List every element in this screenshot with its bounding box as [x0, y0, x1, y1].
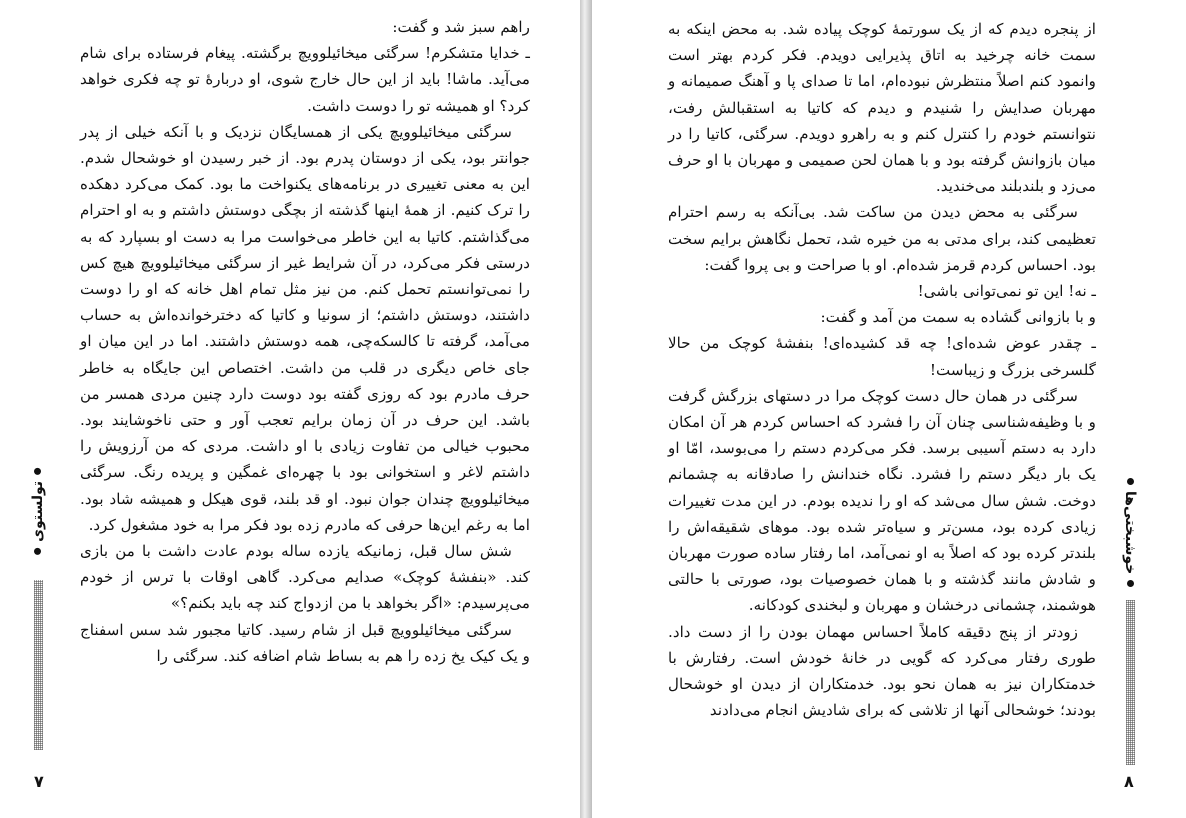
- left-paragraph-5: سرگئی میخائیلوویچ قبل از شام رسید. کاتیا مجبور شد سس اسفناج و یک کیک یخ زده را هم به بساط شام اضافه کند. سرگئی را: [80, 620, 530, 665]
- bullet-dot-icon: [35, 468, 42, 475]
- right-running-head-text: خوشبختی‌ها: [1122, 491, 1138, 575]
- left-paragraph-4: شش سال قبل، زمانیکه یازده ساله بودم عادت داشت با من بازی کند. «بنفشهٔ کوچک» صدایم می‌کرد. گاهی اوقات با ترس از خودم می‌پرسیدم: «اگر بخواهد با من ازدواج کند چه باید بکنم؟»: [80, 542, 530, 613]
- right-page-number: ۸: [1124, 772, 1134, 791]
- hatched-ornament: [34, 580, 43, 750]
- bullet-dot-icon: [35, 548, 42, 555]
- book-gutter: [580, 0, 592, 818]
- left-paragraph-2: ـ خدایا متشکرم! سرگئی میخائیلوویچ برگشته. پیغام فرستاده برای شام می‌آید. ماشا! باید از این حال خارج شوی، او دربارهٔ تو چه فکری خواهد کرد؟ او همیشه تو را دوست داشت.: [80, 44, 530, 115]
- hatched-ornament: [1126, 600, 1135, 765]
- bullet-dot-icon: [1127, 478, 1134, 485]
- left-paragraph-1: راهم سبز شد و گفت:: [392, 18, 530, 36]
- left-page-number: ۷: [34, 772, 44, 791]
- left-page-body: [80, 14, 530, 669]
- bullet-dot-icon: [1127, 580, 1134, 587]
- right-paragraph-3: ـ نه! این تو نمی‌توانی باشی!: [917, 282, 1096, 301]
- left-page: [0, 0, 580, 818]
- right-paragraph-7: زودتر از پنج دقیقه کاملاً احساس مهمان بودن را از دست داد. طوری رفتار می‌کرد که گویی در خانهٔ خودش است. رفتارش با خدمتکاران نیز به همان نحو بود. خدمتکاران از دیدن او خوشحال بودند؛ خوشحالی آنها از تلاشی که برای شادیش انجام می‌دادند: [668, 622, 1096, 720]
- right-paragraph-6: سرگئی در همان حال دست کوچک مرا در دستهای بزرگش گرفت و با وظیفه‌شناسی چنان آن را فشرد که احساس کردم هر آن امکان دارد به دستم آسیبی برسد. فکر می‌کردم دستم را می‌بوسد، امّا او یک بار دیگر دستم را فشرد. نگاه خندانش را صادقانه به چشمانم دوخت. شش سال می‌شد که او را ندیده بودم. در این مدت تغییرات زیادی کرده بود، مسن‌تر و سیاه‌تر شده بود. موهای شقیقه‌اش را بلندتر کرده بود که اصلاً به او نمی‌آمد، اما رفتار ساده صورت مهربان و شادش مانند گذشته و با همان خصوصیات بود، صورتی با حالتی هوشمند، چشمانی درخشان و مهربان و لبخندی کودکانه.: [668, 386, 1096, 615]
- right-paragraph-1: از پنجره دیدم که از یک سورتمهٔ کوچک پیاده شد. به محض اینکه به سمت خانه چرخید به اتاق پذیرایی دویدم. فکر کردم بهتر است وانمود کنم اصلاً منتظرش نبوده‌ام، اما تا صدای پا و آهنگ صمیمانه و مهربان صدایش را شنیدم و دیدم که کاتیا به استقبالش رفت، نتوانستم خودم را کنترل کنم و به راهرو دویدم. سرگئی، کاتیا را در میان بازوانش گرفته بود و با همان لحن صمیمی و مهربان با او حرف می‌زد و بلندبلند می‌خندید.: [668, 20, 1096, 196]
- right-running-head: [1122, 478, 1138, 587]
- right-page: [592, 0, 1186, 818]
- left-paragraph-3: سرگئی میخائیلوویچ یکی از همسایگان نزدیک و با آنکه خیلی از پدر جوانتر بود، یکی از دوستان پدرم بود. از خبر رسیدن او خوشحال شدم. این به معنی تغییری در برنامه‌های یکنواخت ما بود. کمک می‌کرد دهکده را ترک کنیم. از همهٔ اینها گذشته از بچگی دوستش داشتم و به او احترام می‌گذاشتم. کاتیا به این خاطر می‌خواست مرا به دست او بسپارد که به درستی فکر می‌کرد، در آن شرایط غیر از سرگئی میخائیلوویچ هیچ کس را نمی‌توانستم تحمل کنم. من نیز مثل تمام اهل خانه که او را دوست داشتند، دوستش داشتم؛ از سونیا و کاتیا که دخترخوانده‌اش به حساب می‌آمد، گرفته تا کالسکه‌چی، همه دوستش داشتند. اما در این میان او جای خاص دیگری در قلب من داشت. اختصاص این جایگاه به خاطر حرف مادرم بود که روزی گفته بود دوست دارد چنین مردی همسر من باشد. این حرف در آن زمان برایم تعجب آور و حتی ناخوشایند بود. محبوب خیالی من تفاوت زیادی با او داشت. مردی که من آرزویش را داشتم لاغر و استخوانی بود با چهره‌ای غمگین و پریده رنگ. سرگئی میخائیلوویچ چندان جوان نبود. او قد بلند، قوی هیکل و همیشه شاد بود. اما به رغم این‌ها حرفی که مادرم زده بود فکر مرا به خود مشغول کرد.: [80, 122, 530, 534]
- right-paragraph-2: سرگئی به محض دیدن من ساکت شد. بی‌آنکه به رسم احترام تعظیمی کند، برای مدتی به من خیره شد، تحمل نگاهش برایم سخت بود. احساس کردم قرمز شده‌ام. او با صراحت و بی پروا گفت:: [668, 203, 1096, 274]
- left-running-head: [30, 468, 46, 555]
- right-paragraph-5: ـ چقدر عوض شده‌ای! چه قد کشیده‌ای! بنفشهٔ کوچک من حالا گلسرخی بزرگ و زیباست!: [668, 334, 1096, 379]
- right-paragraph-4: و با بازوانی گشاده به سمت من آمد و گفت:: [820, 308, 1096, 327]
- right-page-body: [668, 16, 1096, 723]
- left-running-head-text: تولستوی: [30, 481, 46, 542]
